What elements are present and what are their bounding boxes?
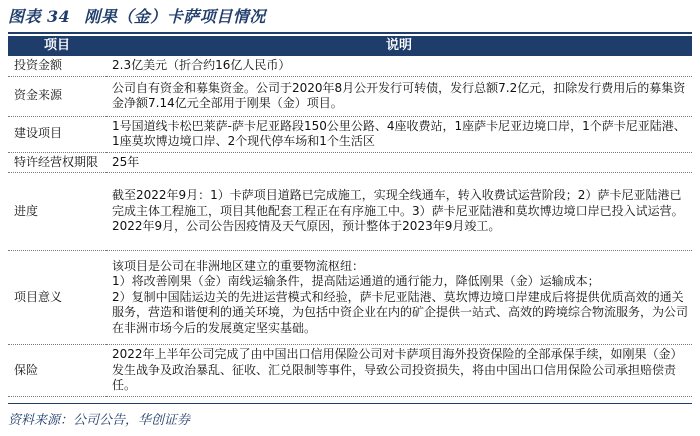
row-key: 保险	[8, 345, 106, 397]
table-row	[8, 173, 692, 251]
table-row	[8, 152, 692, 173]
table-row	[8, 76, 692, 116]
row-value	[106, 251, 692, 345]
project-info-table	[8, 36, 692, 397]
value-line: 25年	[112, 154, 140, 169]
value-line: 2.3亿美元（折合约16亿人民币）	[112, 58, 291, 72]
value-line: 1）将改善刚果（金）南线运输条件，提高陆运通道的通行能力，降低刚果（金）运输成本；	[112, 274, 600, 289]
row-key: 项目意义	[8, 251, 106, 345]
table-row	[8, 56, 692, 76]
row-value	[106, 76, 692, 116]
row-key: 资金来源	[8, 76, 106, 116]
value-line: 2）复制中国陆运边关的先进运营模式和经验，萨卡尼亚陆港、莫坎博边境口岸建成后将提供优质高效的通关服务，营造和谐便利的通关环境，为包括中资企业在内的矿企提供一站式、高效的跨境综合物流服务，为公司在非洲市场今后的发展奠定坚实基础。	[112, 289, 689, 335]
source-note: 资料来源：公司公告，华创证券	[8, 413, 191, 428]
row-key: 进度	[8, 173, 106, 251]
bottom-rule	[8, 403, 692, 404]
row-key: 建设项目	[8, 116, 106, 152]
value-line: 2022年9月，公司公告因疫情及天气原因，预计整体于2023年9月竣工。	[112, 219, 501, 234]
row-value	[106, 116, 692, 152]
value-line: 该项目是公司在非洲地区建立的重要物流枢纽：	[112, 258, 365, 273]
figure-title	[8, 4, 266, 30]
value-line: 1号国道线卡松巴莱萨-萨卡尼亚路段150公里公路、4座收费站，1座萨卡尼亚边境口岸，1个萨卡尼亚陆港、1座莫坎博边境口岸、2个现代停车场和1个生活区	[112, 118, 686, 148]
figure-number: 34	[47, 7, 71, 26]
row-key: 投资金额	[8, 56, 106, 76]
header-description: 说明	[106, 36, 692, 56]
figure-title-text: 刚果（金）卡萨项目情况	[84, 7, 266, 26]
value-line: 公司自有资金和募集资金。公司于2020年8月公开发行可转债，发行总额7.2亿元，扣除发行费用后的募集资金净额7.14亿元全部用于刚果（金）项目。	[112, 80, 686, 110]
header-item: 项目	[8, 36, 106, 56]
table-header-row	[8, 36, 692, 56]
table-row	[8, 251, 692, 345]
table-row	[8, 345, 692, 397]
row-value	[106, 345, 692, 397]
value-line: 截至2022年9月：1）卡萨项目道路已完成施工，实现全线通车，转入收费试运营阶段；2）萨卡尼亚陆港已完成主体工程施工，项目其他配套工程正在有序施工中。3）萨卡尼亚陆港和莫坎博边境口岸已投入试运营。	[112, 188, 684, 218]
figure-label: 图表	[8, 7, 42, 26]
row-value	[106, 173, 692, 251]
table-row	[8, 116, 692, 152]
value-line: 2022年上半年公司完成了由中国出口信用保险公司对卡萨项目海外投资保险的全部承保手续，如刚果（金）发生战争及政治暴乱、征收、汇兑限制等事件，导致公司投资损失，将由中国出口信用保险公司承担赔偿责任。	[112, 347, 683, 393]
row-value	[106, 56, 692, 76]
row-value	[106, 152, 692, 173]
row-key: 特许经营权期限	[8, 152, 106, 173]
top-rule	[8, 32, 692, 34]
